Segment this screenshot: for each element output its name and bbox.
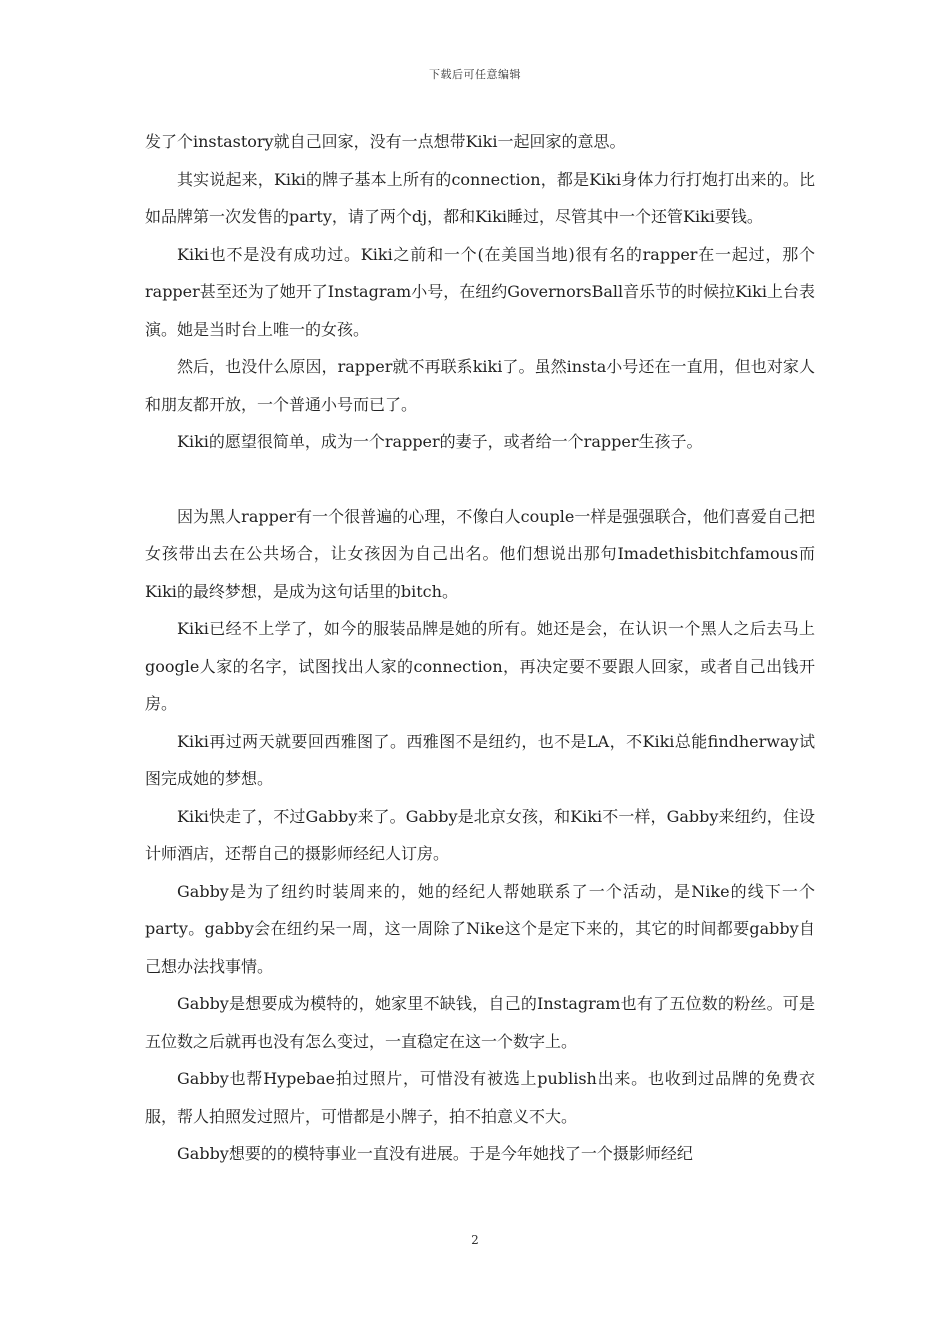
paragraph-9: Kiki快走了，不过Gabby来了。Gabby是北京女孩，和Kiki不一样，Gabby来纽约，住设计师酒店，还帮自己的摄影师经纪人订房。 (145, 806, 815, 863)
paragraph-1: 发了个instastory就自己回家，没有一点想带Kiki一起回家的意思。 (145, 132, 626, 151)
paragraph-3: Kiki也不是没有成功过。Kiki之前和一个(在美国当地)很有名的rapper在一起过，那个rapper甚至还为了她开了Instagram小号，在纽约GovernorsBall音乐节的时候拉Kiki上台表演。她是当时台上唯一的女孩。 (145, 244, 815, 339)
page-header: 下载后可任意编辑 (429, 68, 521, 81)
document-body (145, 123, 815, 1173)
paragraph-6: 因为黑人rapper有一个很普遍的心理，不像白人couple一样是强强联合，他们喜爱自己把女孩带出去在公共场合，让女孩因为自己出名。他们想说出那句Imadethisbitchfamous而Kiki的最终梦想，是成为这句话里的bitch。 (145, 506, 815, 601)
paragraph-10: Gabby是为了纽约时装周来的，她的经纪人帮她联系了一个活动，是Nike的线下一个party。gabby会在纽约呆一周，这一周除了Nike这个是定下来的，其它的时间都要gabby自己想办法找事情。 (145, 881, 815, 976)
paragraph-13: Gabby想要的的模特事业一直没有进展。于是今年她找了一个摄影师经纪 (177, 1144, 693, 1163)
paragraph-4: 然后，也没什么原因，rapper就不再联系kiki了。虽然insta小号还在一直用，但也对家人和朋友都开放，一个普通小号而已了。 (145, 357, 815, 414)
paragraph-7: Kiki已经不上学了，如今的服装品牌是她的所有。她还是会，在认识一个黑人之后去马上google人家的名字，试图找出人家的connection，再决定要不要跟人回家，或者自己出钱开房。 (145, 619, 815, 713)
paragraph-5: Kiki的愿望很简单，成为一个rapper的妻子，或者给一个rapper生孩子。 (177, 432, 703, 451)
paragraph-11: Gabby是想要成为模特的，她家里不缺钱，自己的Instagram也有了五位数的粉丝。可是五位数之后就再也没有怎么变过，一直稳定在这一个数字上。 (145, 994, 815, 1051)
paragraph-12: Gabby也帮Hypebae拍过照片，可惜没有被选上publish出来。也收到过品牌的免费衣服，帮人拍照发过照片，可惜都是小牌子，拍不拍意义不大。 (145, 1069, 815, 1126)
paragraph-8: Kiki再过两天就要回西雅图了。西雅图不是纽约，也不是LA，不Kiki总能findherway试图完成她的梦想。 (145, 731, 815, 788)
page-number: 2 (471, 1233, 479, 1247)
paragraph-2: 其实说起来，Kiki的牌子基本上所有的connection，都是Kiki身体力行打炮打出来的。比如品牌第一次发售的party，请了两个dj，都和Kiki睡过，尽管其中一个还管Kiki要钱。 (145, 169, 815, 226)
